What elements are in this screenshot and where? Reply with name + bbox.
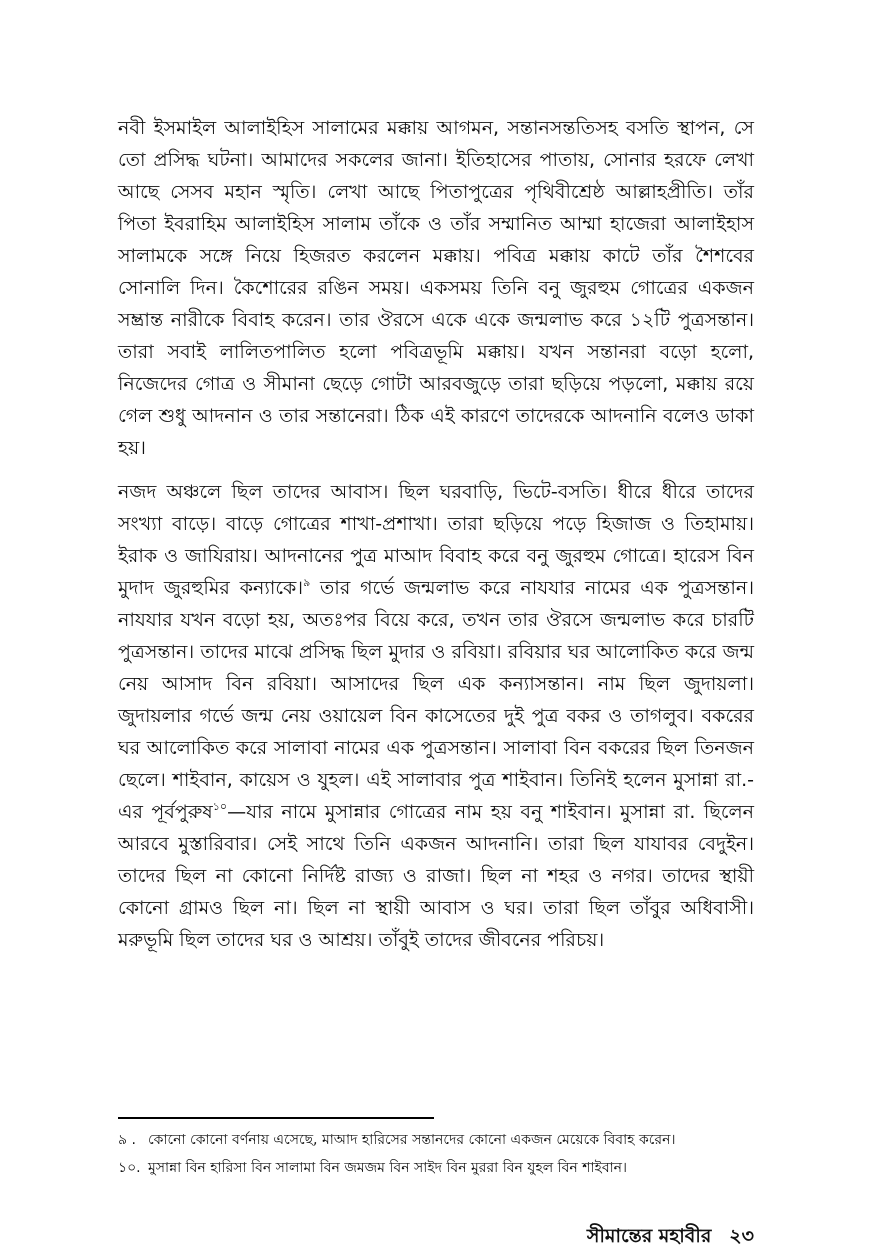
paragraph-2-part-2: তার গর্ভে জন্মলাভ করে নাযযার নামের এক পুত্রসন্তান। নাযযার যখন বড়ো হয়, অতঃপর বিয়ে করে, তখন তার ঔরসে জন্মলাভ করে চারটি পুত্রসন্তান। তাদের মাঝে প্রসিদ্ধ ছিল মুদার ও রবিয়া। রবিয়ার ঘর আলোকিত করে জন্ম নেয় আসাদ বিন রবিয়া। আসাদের ছিল এক কন্যাসন্তান। নাম ছিল জুদায়লা। জুদায়লার গর্ভে জন্ম নেয় ওয়ায়েল বিন কাসেতের দুই পুত্র বকর ও তাগলুব। বকরের ঘর আলোকিত করে সালাবা নামের এক পুত্রসন্তান। সালাবা বিন বকরের ছিল তিনজন ছেলে। শাইবান, কায়েস ও যুহল। এই সালাবার পুত্র শাইবান। তিনিই হলেন মুসান্না রা.-এর পূর্বপুরুষ	[118, 577, 754, 823]
page-footer	[587, 1222, 754, 1254]
footnote-9	[118, 1128, 754, 1152]
page-number: ২৩	[729, 1225, 754, 1247]
footnote-10	[118, 1156, 754, 1180]
paragraph-1: নবী ইসমাইল আলাইহিস সালামের মক্কায় আগমন, সন্তানসন্ততিসহ বসতি স্থাপন, সে তো প্রসিদ্ধ ঘটনা। আমাদের সকলের জানা। ইতিহাসের পাতায়, সোনার হরফে লেখা আছে সেসব মহান স্মৃতি। লেখা আছে পিতাপুত্রের পৃথিবীশ্রেষ্ঠ আল্লাহপ্রীতি। তাঁর পিতা ইবরাহিম আলাইহিস সালাম তাঁকে ও তাঁর সম্মানিত আম্মা হাজেরা আলাইহাস সালামকে সঙ্গে নিয়ে হিজরত করলেন মক্কায়। পবিত্র মক্কায় কাটে তাঁর শৈশবের সোনালি দিন। কৈশোরের রঙিন সময়। একসময় তিনি বনু জুরহুম গোত্রের একজন সম্ভ্রান্ত নারীকে বিবাহ করেন। তার ঔরসে একে একে জন্মলাভ করে ১২টি পুত্রসন্তান। তারা সবাই লালিতপালিত হলো পবিত্রভূমি মক্কায়। যখন সন্তানরা বড়ো হলো, নিজেদের গোত্র ও সীমানা ছেড়ে গোটা আরবজুড়ে তারা ছড়িয়ে পড়লো, মক্কায় রয়ে গেল শুধু আদনান ও তার সন্তানেরা। ঠিক এই কারণে তাদেরকে আদনানি বলেও ডাকা হয়।	[118, 117, 754, 459]
paragraph-2	[118, 476, 754, 956]
body-text	[118, 112, 754, 970]
footnotes	[118, 1128, 754, 1184]
book-title: সীমান্তের মহাবীর	[586, 1225, 712, 1247]
paragraph-2-part-1: নজদ অঞ্চলে ছিল তাদের আবাস। ছিল ঘরবাড়ি, ভিটে-বসতি। ধীরে ধীরে তাদের সংখ্যা বাড়ে। বাড়ে গোত্রের শাখা-প্রশাখা। তারা ছড়িয়ে পড়ে হিজাজ ও তিহামায়। ইরাক ও জাযিরায়। আদনানের পুত্র মাআদ বিবাহ করে বনু জুরহুম গোত্রে। হারেস বিন মুদাদ জুরহুমির কন্যাকে।	[118, 481, 754, 599]
footnote-text: মুসান্না বিন হারিসা বিন সালামা বিন জমজম বিন সাইদ বিন মুররা বিন যুহল বিন শাইবান।	[148, 1160, 628, 1176]
footnote-ref-9: ৯	[303, 576, 311, 589]
footnote-divider	[118, 1117, 434, 1119]
paragraph-2-part-3: —যার নামে মুসান্নার গোত্রের নাম হয় বনু শাইবান। মুসান্না রা. ছিলেন আরবে মুস্তারিবার। সেই সাথে তিনি একজন আদনানি। তারা ছিল যাযাবর বেদুইন। তাদের ছিল না কোনো নির্দিষ্ট রাজ্য ও রাজা। ছিল না শহর ও নগর। তাদের স্থায়ী কোনো গ্রামও ছিল না। ছিল না স্থায়ী আবাস ও ঘর। তারা ছিল তাঁবুর অধিবাসী। মরুভূমি ছিল তাদের ঘর ও আশ্রয়। তাঁবুই তাদের জীবনের পরিচয়।	[118, 801, 754, 951]
footnote-ref-10: ১০	[212, 800, 228, 813]
footnote-number: ৯ .	[118, 1132, 136, 1148]
footnote-text: কোনো কোনো বর্ণনায় এসেছে, মাআদ হারিসের সন্তানদের কোনো একজন মেয়েকে বিবাহ করেন।	[148, 1132, 676, 1148]
footnote-number: ১০.	[118, 1160, 141, 1176]
